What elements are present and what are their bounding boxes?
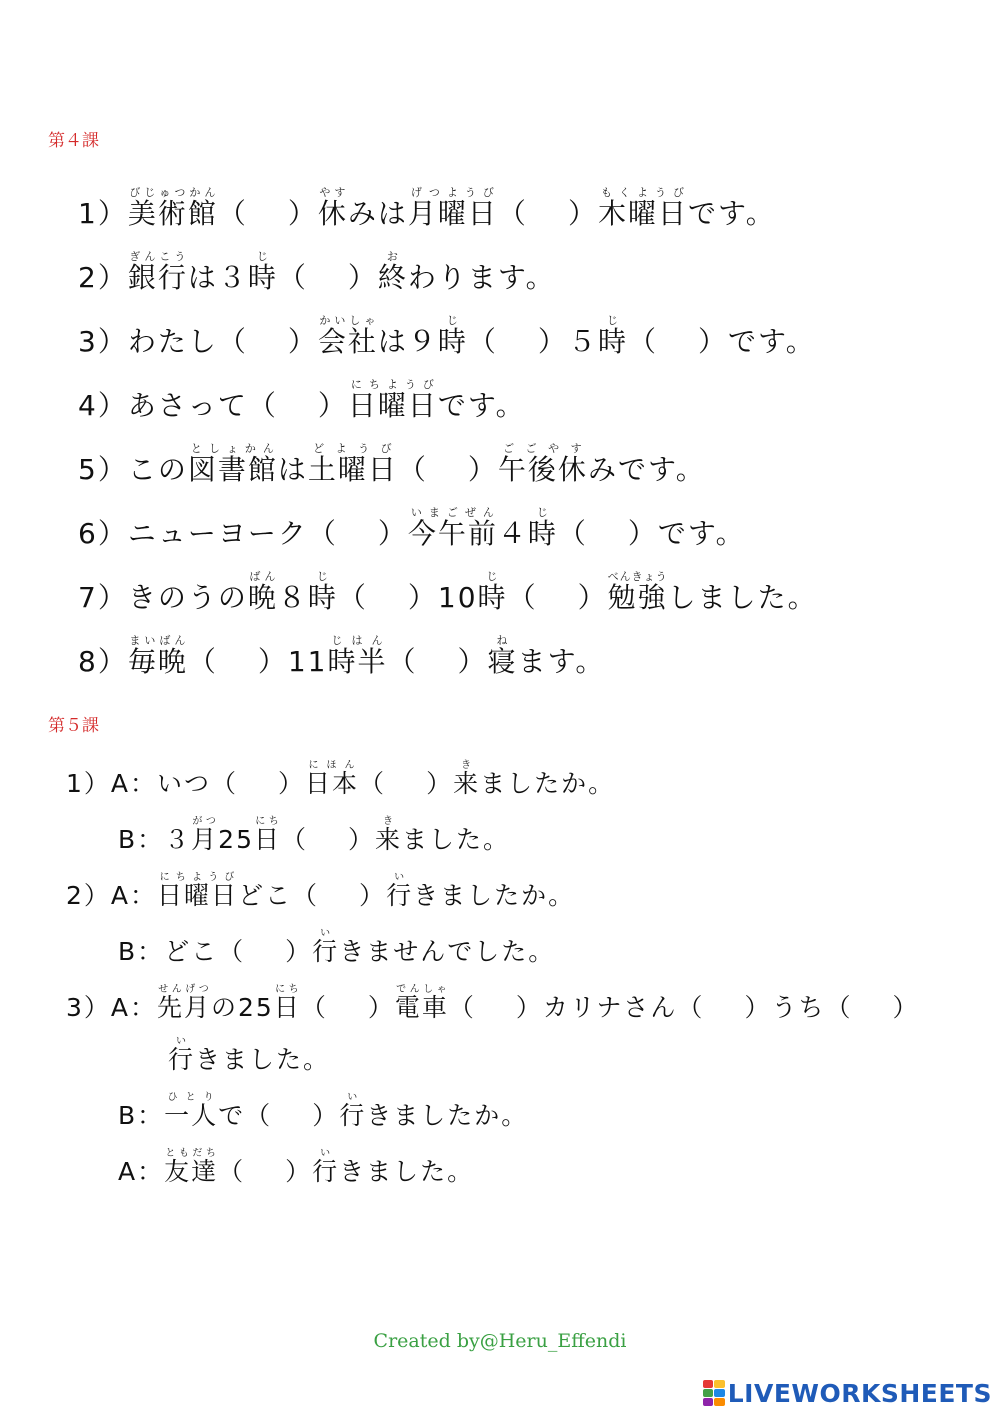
answer-blank[interactable] bbox=[245, 1157, 285, 1182]
answer-blank[interactable] bbox=[308, 825, 348, 850]
answer-blank[interactable] bbox=[538, 581, 578, 609]
footer-credit: Created by@Heru_Effendi bbox=[373, 1330, 627, 1352]
answer-blank[interactable] bbox=[308, 261, 348, 289]
answer-blank[interactable] bbox=[386, 769, 426, 794]
answer-blank[interactable] bbox=[476, 993, 516, 1018]
answer-blank[interactable] bbox=[319, 881, 359, 906]
lesson5-dialogue-2b: B：どこ（ ）行いきませんでした。 bbox=[118, 928, 556, 966]
liveworksheets-logo bbox=[703, 1378, 992, 1408]
lesson5-dialogue-3b: B：一人ひとりで（ ）行いきましたか。 bbox=[118, 1092, 529, 1130]
answer-blank[interactable] bbox=[528, 197, 568, 225]
lesson4-question-7: 7）きのうの晩ばん８時じ（ ）10時じ（ ）勉強べんきょうしました。 bbox=[78, 570, 818, 614]
answer-blank[interactable] bbox=[658, 325, 698, 353]
answer-blank[interactable] bbox=[498, 325, 538, 353]
lesson4-question-3: 3）わたし（ ）会社かいしゃは９時じ（ ）５時じ（ ）です。 bbox=[78, 314, 816, 358]
lesson5-heading: 第５課 bbox=[48, 716, 99, 736]
liveworksheets-badge-icon bbox=[703, 1380, 725, 1406]
lesson4-question-2: 2）銀行ぎんこうは３時じ（ ）終おわります。 bbox=[78, 250, 556, 294]
answer-blank[interactable] bbox=[248, 325, 288, 353]
answer-blank[interactable] bbox=[245, 937, 285, 962]
answer-blank[interactable] bbox=[248, 197, 288, 225]
lesson4-question-4: 4）あさって（ ）日曜日にちようびです。 bbox=[78, 378, 526, 422]
answer-blank[interactable] bbox=[272, 1101, 312, 1126]
liveworksheets-logo-text: LIVEWORKSHEETS bbox=[727, 1378, 992, 1408]
answer-blank[interactable] bbox=[328, 993, 368, 1018]
lesson5-dialogue-3c: A：友達ともだち（ ）行いきました。 bbox=[118, 1148, 475, 1186]
answer-blank[interactable] bbox=[278, 389, 318, 417]
lesson4-question-8: 8）毎晩まいばん（ ）11時半じはん（ ）寝ねます。 bbox=[78, 634, 606, 678]
lesson5-dialogue-2a: 2）A：日曜日にちようびどこ（ ）行いきましたか。 bbox=[66, 872, 576, 910]
lesson4-heading: 第４課 bbox=[48, 131, 99, 151]
lesson4-question-1: 1）美術館びじゅつかん（ ）休やすみは月曜日げつようび（ ）木曜日もくようびです。 bbox=[78, 186, 776, 230]
lesson5-dialogue-3a-continued: 行いきました。 bbox=[168, 1036, 331, 1074]
answer-blank[interactable] bbox=[218, 645, 258, 673]
answer-blank[interactable] bbox=[704, 993, 744, 1018]
answer-blank[interactable] bbox=[418, 645, 458, 673]
lesson4-question-6: 6）ニューヨーク（ ）今午前いまごぜん４時じ（ ）です。 bbox=[78, 506, 746, 550]
answer-blank[interactable] bbox=[338, 517, 378, 545]
lesson5-dialogue-1b: B：３月がつ25日にち（ ）来きました。 bbox=[118, 816, 511, 854]
answer-blank[interactable] bbox=[368, 581, 408, 609]
lesson4-question-5: 5）この図書館としょかんは土曜日どようび（ ）午後休ごごやすみです。 bbox=[78, 442, 706, 486]
answer-blank[interactable] bbox=[238, 769, 278, 794]
lesson5-dialogue-1a: 1）A：いつ（ ）日本にほん（ ）来きましたか。 bbox=[66, 760, 616, 798]
answer-blank[interactable] bbox=[428, 453, 468, 481]
lesson5-dialogue-3a: 3）A：先月せんげつの25日にち（ ）電車でんしゃ（ ）カリナさん（ ）うち（ ） bbox=[66, 984, 920, 1022]
answer-blank[interactable] bbox=[588, 517, 628, 545]
answer-blank[interactable] bbox=[852, 993, 892, 1018]
